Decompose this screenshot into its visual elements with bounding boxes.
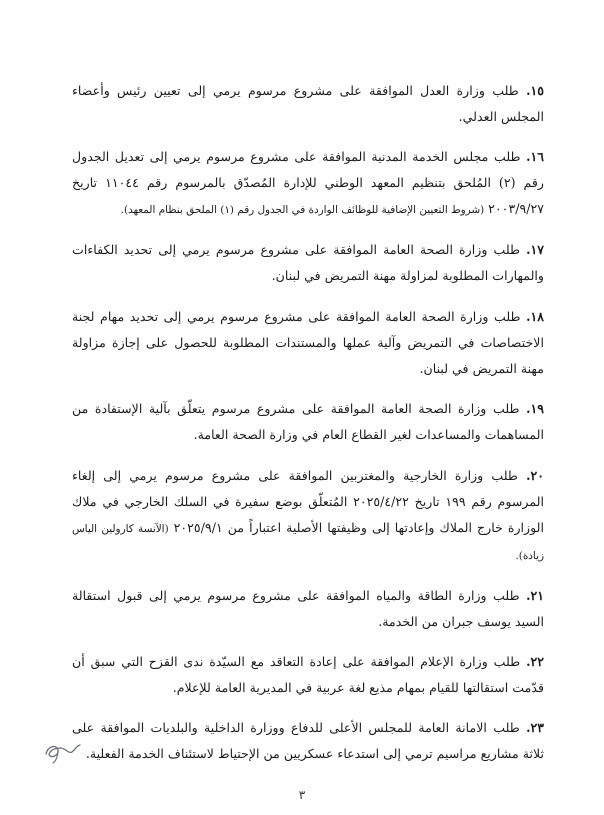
item-number: ١٨.	[526, 309, 544, 324]
item-number: ١٧.	[526, 242, 544, 257]
agenda-item-19	[72, 396, 544, 448]
agenda-item-20	[72, 463, 544, 569]
item-text: طلب وزارة العدل الموافقة على مشروع مرسوم يرمي إلى تعيين رئيس وأعضاء المجلس العدلي.	[72, 83, 544, 124]
agenda-item-21	[72, 583, 544, 635]
agenda-item-15	[72, 78, 544, 130]
agenda-items-list	[72, 78, 544, 767]
item-number: ٢١.	[526, 588, 544, 603]
item-number: ١٦.	[526, 149, 544, 164]
item-note: (الآنسة كارولين الياس زيادة).	[72, 523, 544, 562]
item-text: طلب وزارة الصحة العامة الموافقة على مشروع مرسوم يرمي إلى تحديد مهام لجنة الاختصاصات في التمريض وآلية عملها والمستندات المطلوبة للحصول على إجازة مزاولة مهنة التمريض في لبنان.	[72, 309, 544, 376]
item-number: ١٥.	[526, 83, 544, 98]
item-text: طلب وزارة الصحة العامة الموافقة على مشروع مرسوم يرمي إلى تحديد الكفاءات والمهارات المطلوبة لمزاولة مهنة التمريض في لبنان.	[72, 242, 544, 283]
item-text: طلب وزارة الخارجية والمغتربين الموافقة على مشروع مرسوم يرمي إلى إلغاء المرسوم رقم ١٩٩ تاريخ ٢٠٢٥/٤/٢٢ المُتعلّق بوضع سفيرة في السلك الخارجي في ملاك الوزارة خارج الملاك وإعادتها إلى وظيفتها الأصلية اعتباراً من ٢٠٢٥/٩/١	[72, 468, 544, 535]
item-text: طلب مجلس الخدمة المدنية الموافقة على مشروع مرسوم يرمي إلى تعديل الجدول رقم (٢) المُلحق بتنظيم المعهد الوطني للإدارة المُصدّق بالمرسوم رقم ١١٠٤٤ تاريخ ٢٠٠٣/٩/٢٧	[72, 149, 544, 216]
handwritten-initials-signature	[40, 732, 86, 766]
item-number: ١٩.	[526, 401, 544, 416]
agenda-item-18	[72, 304, 544, 382]
agenda-item-17	[72, 237, 544, 289]
item-number: ٢٠.	[526, 468, 544, 483]
agenda-item-16	[72, 144, 544, 223]
agenda-item-23	[72, 715, 544, 767]
item-note: (شروط التعيين الإضافية للوظائف الواردة في الجدول رقم (١) الملحق بنظام المعهد).	[120, 204, 485, 216]
item-text: طلب الامانة العامة للمجلس الأعلى للدفاع ووزارة الداخلية والبلديات الموافقة على ثلاثة مشاريع مراسيم ترمي إلى استدعاء عسكريين من الإحتياط لاستئناف الخدمة الفعلية.	[72, 720, 544, 761]
item-text: طلب وزارة الصحة العامة الموافقة على مشروع مرسوم يتعلّق بآلية الإستفادة من المساهمات والمساعدات لغير القطاع العام في وزارة الصحة العامة.	[72, 401, 544, 442]
item-number: ٢٢.	[526, 654, 544, 669]
item-text: طلب وزارة الطاقة والمياه الموافقة على مشروع مرسوم يرمي إلى قبول استقالة السيد يوسف جبران من الخدمة.	[72, 588, 544, 629]
page-number: ٣	[298, 788, 306, 802]
agenda-item-22	[72, 649, 544, 701]
item-text: طلب وزارة الإعلام الموافقة على إعادة التعاقد مع السيّدة ندى القزح التي سبق أن قدّمت استقالتها للقيام بمهام مذيع لغة عربية في المديرية العامة للإعلام.	[72, 654, 544, 695]
item-number: ٢٣.	[526, 720, 544, 735]
